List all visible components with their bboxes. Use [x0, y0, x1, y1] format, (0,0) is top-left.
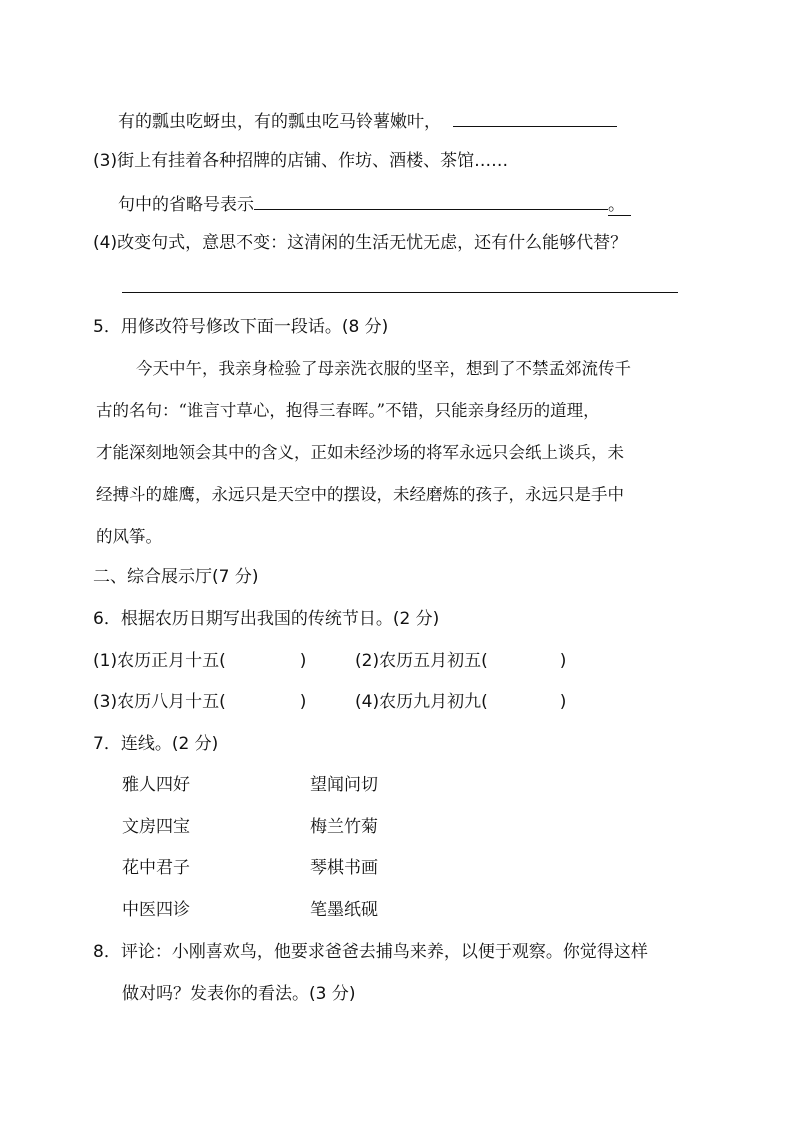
q6-item-2-close: ) — [559, 651, 567, 671]
q7-right-item-4[interactable]: 笔墨纸砚 — [310, 900, 378, 920]
q5-passage-line-4: 经搏斗的雄鹰，永远只是天空中的摆设，未经磨炼的孩子，永远只是手中 — [96, 485, 624, 504]
q6-item-2 — [355, 650, 566, 672]
q6-item-4-label: (4)农历九月初九( — [355, 692, 488, 712]
q8-line-1 — [93, 941, 648, 963]
item4-text: 改变句式，意思不变：这清闲的生活无忧无虑，还有什么能够代替？ — [117, 233, 628, 253]
q7-left-item-3[interactable]: 花中君子 — [122, 858, 190, 878]
q5-heading — [93, 316, 388, 338]
item3-prompt: 句中的省略号表示 — [118, 195, 254, 215]
q6-item-4 — [355, 691, 566, 713]
ladybug-text: 有的瓢虫吃蚜虫，有的瓢虫吃马铃薯嫩叶， — [118, 112, 441, 132]
q6-item-1 — [93, 650, 306, 672]
q6-number: 6． — [93, 609, 121, 629]
q5-passage-line-3: 才能深刻地领会其中的含义，正如未经沙场的将军永远只会纸上谈兵，未 — [96, 443, 624, 462]
q6-item-1-label: (1)农历正月十五( — [93, 651, 226, 671]
ladybug-answer-blank[interactable] — [453, 108, 617, 127]
q6-title: 根据农历日期写出我国的传统节日。(2 分) — [120, 609, 440, 629]
item3-label: (3) — [93, 151, 118, 171]
q5-title: 用修改符号修改下面一段话。(8 分) — [120, 317, 389, 337]
ellipsis-answer-blank[interactable] — [254, 191, 608, 210]
q7-left-item-1[interactable]: 雅人四好 — [122, 775, 190, 795]
q6-item-3-label: (3)农历八月十五( — [93, 692, 226, 712]
q5-passage-line-2: 古的名句：“谁言寸草心，抱得三春晖。”不错，只能亲身经历的道理， — [96, 401, 600, 420]
q4-item4 — [93, 232, 627, 254]
q5-passage-line-1: 今天中午，我亲身检验了母亲洗衣服的坚辛，想到了不禁孟郊流传千 — [136, 359, 631, 378]
item3-end-mark: 。 — [608, 195, 631, 216]
q6-heading — [93, 608, 439, 630]
q7-number: 7． — [93, 734, 121, 754]
item4-answer-line[interactable] — [122, 292, 678, 293]
q6-item-4-close: ) — [559, 692, 567, 712]
q6-item-1-close: ) — [299, 651, 307, 671]
q4-item3-prompt — [118, 191, 631, 216]
q7-title: 连线。(2 分) — [120, 734, 219, 754]
q7-right-item-1[interactable]: 望闻问切 — [310, 775, 378, 795]
q4-item3 — [93, 150, 508, 172]
q8-number: 8． — [93, 942, 121, 962]
ladybug-sentence — [118, 108, 617, 133]
q6-item-3-close: ) — [299, 692, 307, 712]
q8-text-1: 评论：小刚喜欢鸟，他要求爸爸去捕鸟来养，以便于观察。你觉得这样 — [120, 942, 648, 962]
item3-text: 街上有挂着各种招牌的店铺、作坊、酒楼、茶馆…… — [117, 151, 509, 171]
q5-number: 5． — [93, 317, 121, 337]
q7-right-item-2[interactable]: 梅兰竹菊 — [310, 817, 378, 837]
q6-item-3 — [93, 691, 306, 713]
q6-item-2-label: (2)农历五月初五( — [355, 651, 488, 671]
item4-label: (4) — [93, 233, 118, 253]
q8-line-2: 做对吗？发表你的看法。(3 分) — [122, 984, 356, 1004]
q7-heading — [93, 733, 218, 755]
q7-left-item-4[interactable]: 中医四诊 — [122, 900, 190, 920]
q5-passage-line-5: 的风筝。 — [96, 527, 162, 546]
q7-right-item-3[interactable]: 琴棋书画 — [310, 858, 378, 878]
q7-left-item-2[interactable]: 文房四宝 — [122, 817, 190, 837]
section2-title: 二、综合展示厅(7 分) — [93, 567, 259, 587]
